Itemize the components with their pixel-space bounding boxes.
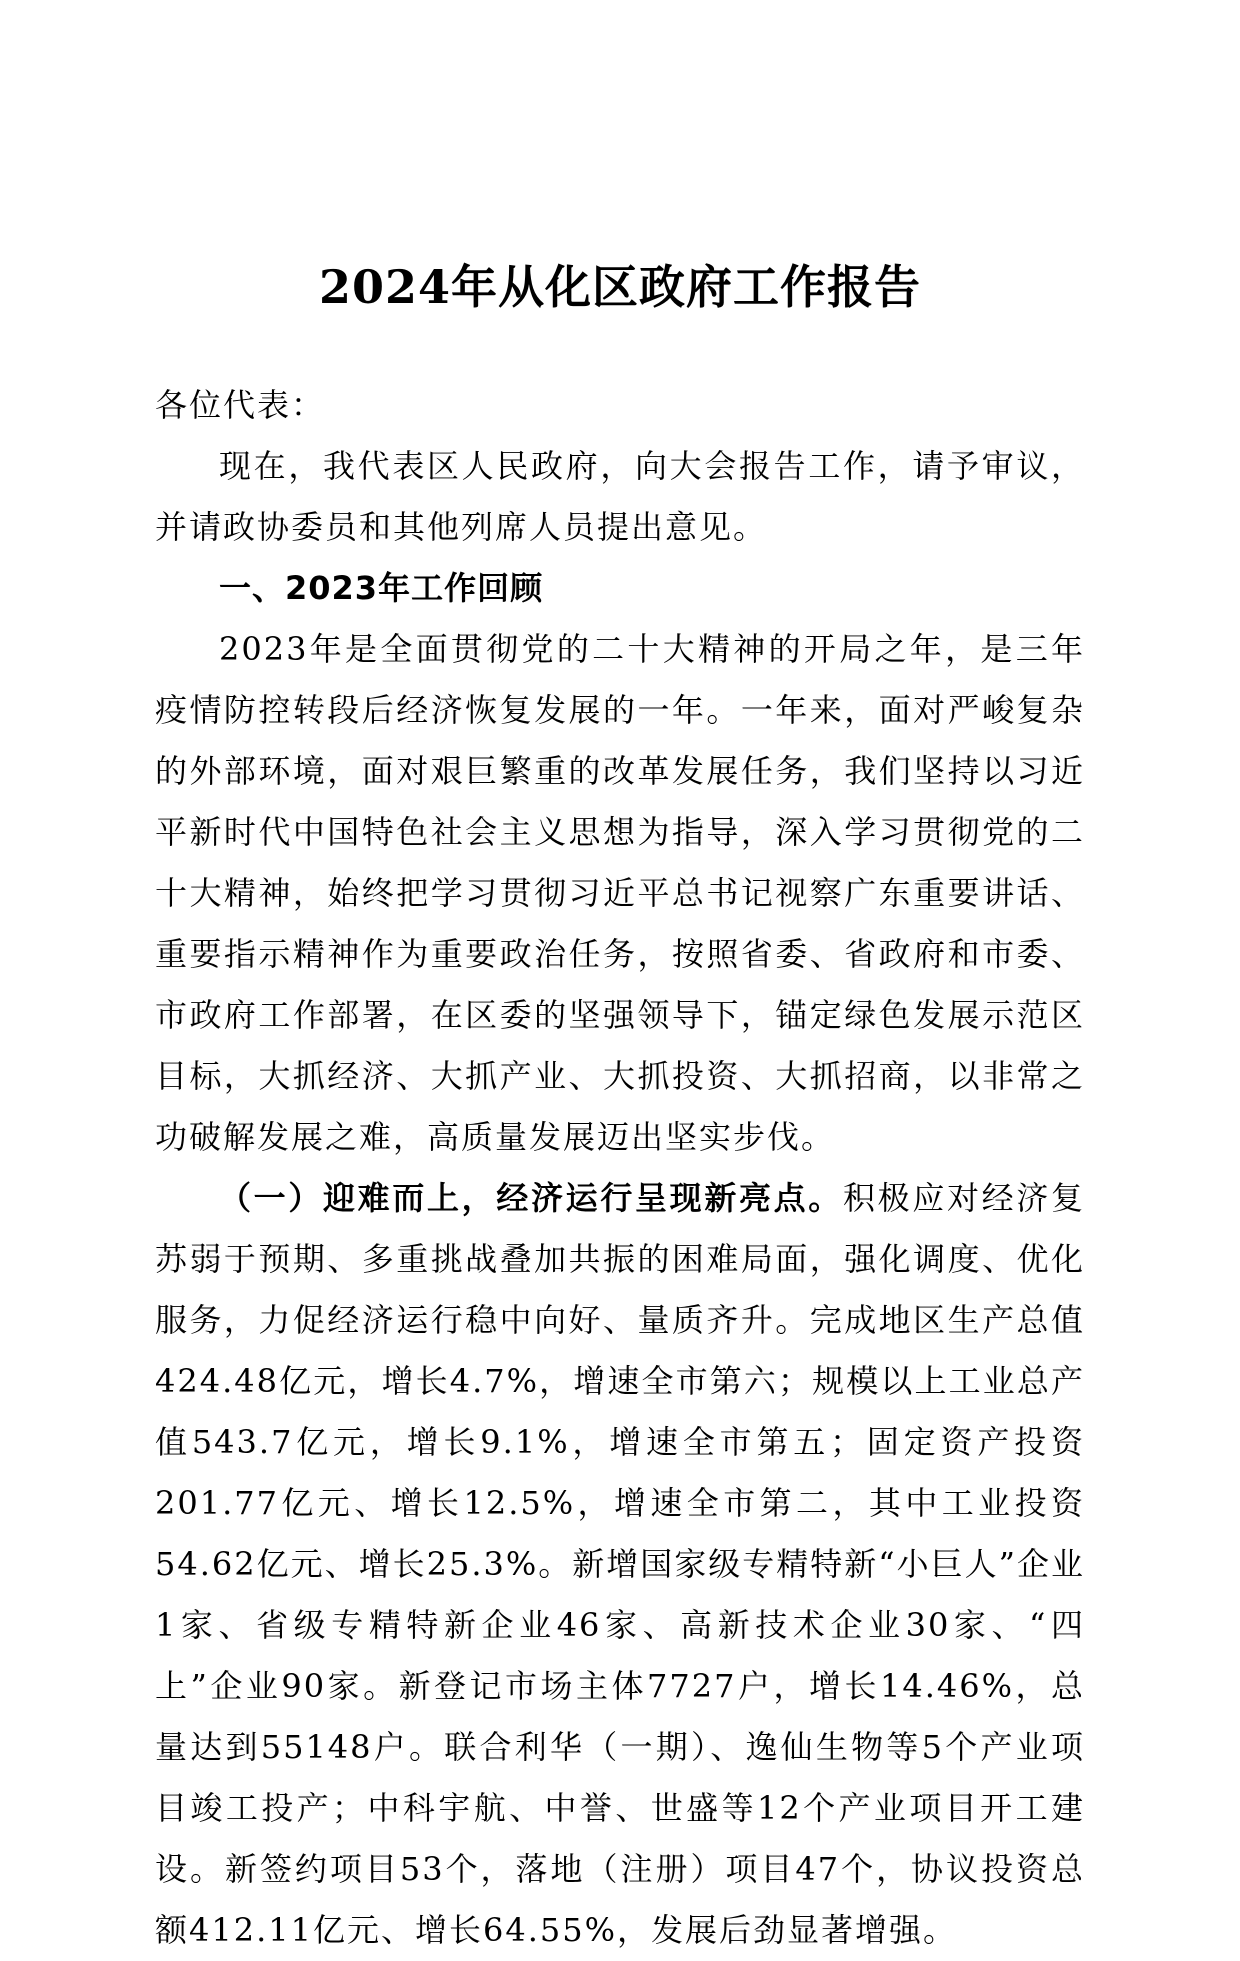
section-paragraph: 2023年是全面贯彻党的二十大精神的开局之年，是三年疫情防控转段后经济恢复发展的一年。一年来，面对严峻复杂的外部环境，面对艰巨繁重的改革发展任务，我们坚持以习近平新时代中国特色社会主义思想为指导，深入学习贯彻党的二十大精神，始终把学习贯彻习近平总书记视察广东重要讲话、重要指示精神作为重要政治任务，按照省委、省政府和市委、市政府工作部署，在区委的坚强领导下，锚定绿色发展示范区目标，大抓经济、大抓产业、大抓投资、大抓招商，以非常之功破解发展之难，高质量发展迈出坚实步伐。	[155, 630, 1085, 1156]
salutation: 各位代表：	[155, 386, 326, 424]
subsection-text: 积极应对经济复苏弱于预期、多重挑战叠加共振的困难局面，强化调度、优化服务，力促经济运行稳中向好、量质齐升。完成地区生产总值424.48亿元，增长4.7%，增速全市第六；规模以上工业总产值543.7亿元，增长9.1%，增速全市第五；固定资产投资201.77亿元、增长12.5%，增速全市第二，其中工业投资54.62亿元、增长25.3%。新增国家级专精特新“小巨人”企业1家、省级专精特新企业46家、高新技术企业30家、“四上”企业90家。新登记市场主体7727户，增长14.46%，总量达到55148户。联合利华（一期）、逸仙生物等5个产业项目竣工投产；中科宇航、中誉、世盛等12个产业项目开工建设。新签约项目53个，落地（注册）项目47个，协议投资总额412.11亿元、增长64.55%，发展后劲显著增强。	[155, 1179, 1085, 1949]
document-body	[155, 375, 1085, 1961]
section-heading: 一、2023年工作回顾	[219, 569, 544, 607]
document-title: 2024年从化区政府工作报告	[318, 260, 922, 314]
subsection-paragraph	[155, 1168, 1085, 1961]
subsection-heading: （一）迎难而上，经济运行呈现新亮点。	[219, 1179, 843, 1217]
intro-paragraph: 现在，我代表区人民政府，向大会报告工作，请予审议，并请政协委员和其他列席人员提出意见。	[155, 447, 1085, 546]
